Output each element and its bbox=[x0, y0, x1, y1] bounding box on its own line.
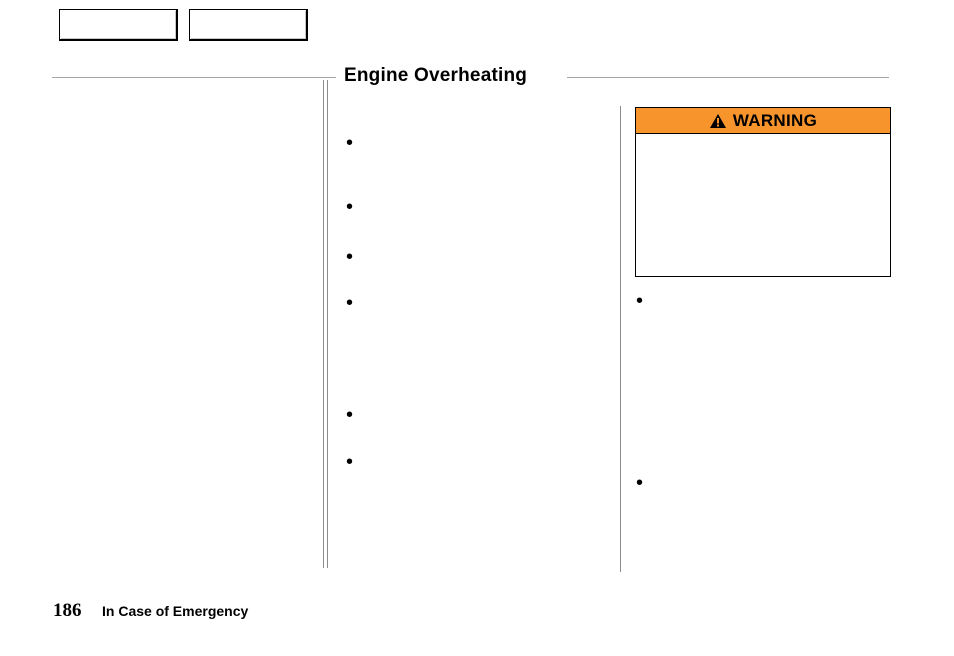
prev-page-button[interactable] bbox=[59, 9, 178, 41]
column-divider-left-a bbox=[323, 80, 324, 568]
section-name: In Case of Emergency bbox=[102, 603, 249, 619]
warning-label: WARNING bbox=[732, 110, 818, 130]
bullet-item: • bbox=[346, 132, 354, 154]
title-rule-left bbox=[52, 77, 336, 78]
next-page-button[interactable] bbox=[189, 9, 308, 41]
column-divider-left-b bbox=[327, 80, 328, 568]
bullet-item: • bbox=[346, 451, 354, 473]
bullet-item: • bbox=[346, 246, 354, 268]
warning-header bbox=[636, 108, 890, 134]
warning-box bbox=[635, 107, 891, 277]
warning-triangle-icon bbox=[709, 113, 727, 129]
bullet-item: • bbox=[346, 292, 354, 314]
column-divider-right bbox=[620, 106, 621, 572]
bullet-item: • bbox=[636, 290, 644, 312]
bullet-item: • bbox=[636, 472, 644, 494]
page-title: Engine Overheating bbox=[344, 65, 528, 86]
title-rule-right bbox=[567, 77, 889, 78]
bullet-item: • bbox=[346, 196, 354, 218]
page-number: 186 bbox=[53, 600, 82, 621]
bullet-item: • bbox=[346, 404, 354, 426]
